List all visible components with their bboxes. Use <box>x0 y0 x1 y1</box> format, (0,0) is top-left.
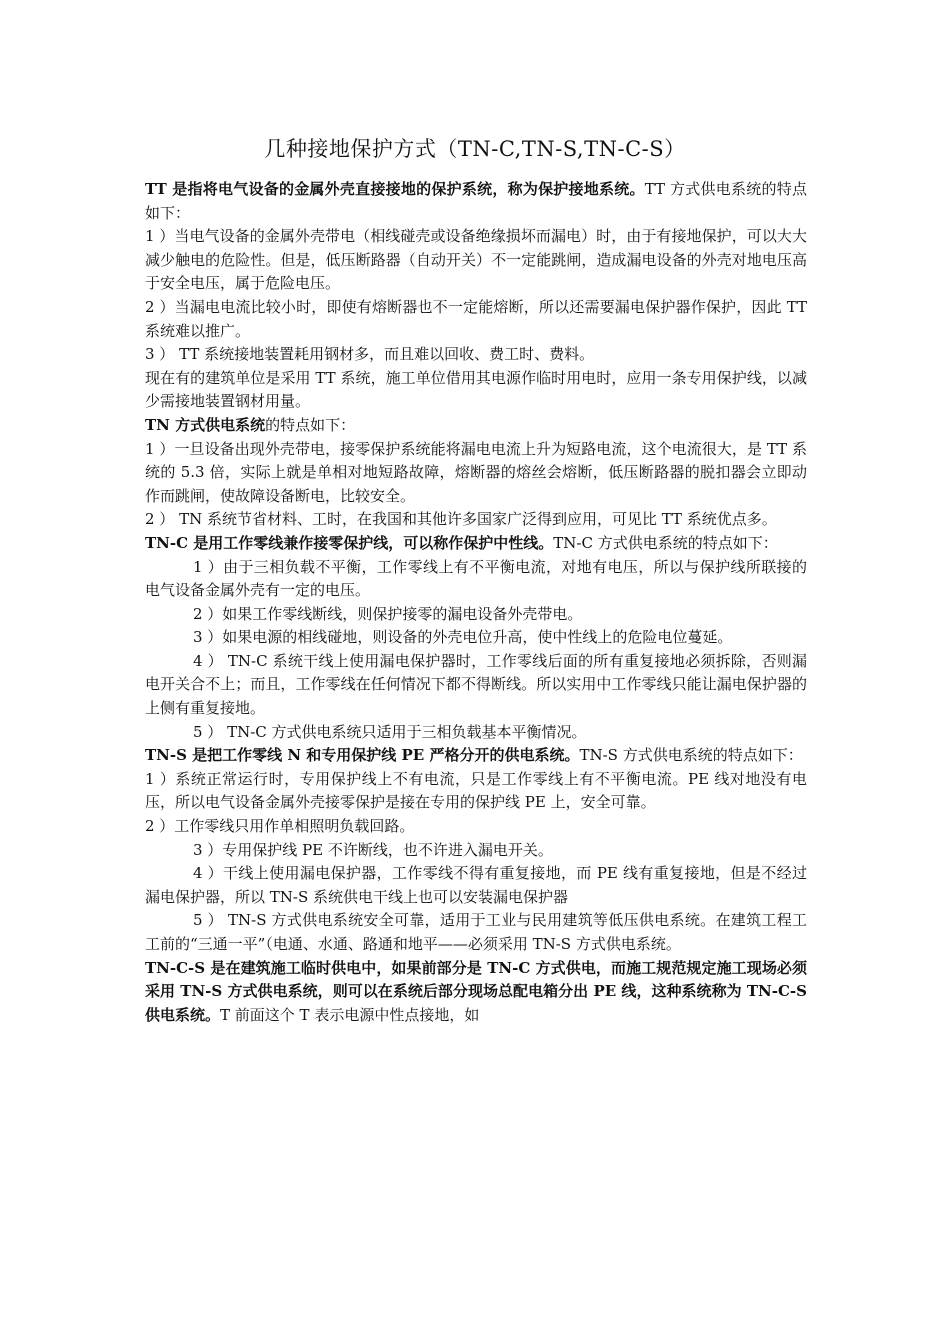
paragraph-tnc-point-2: 2 ）如果工作零线断线，则保护接零的漏电设备外壳带电。 <box>193 604 583 623</box>
paragraph-tt-point-3: 3 ） TT 系统接地装置耗用钢材多，而且难以回收、费工时、费料。 <box>145 345 595 364</box>
document-title: 几种接地保护方式（TN-C,TN-S,TN-C-S） <box>264 137 686 161</box>
paragraph-tns-point-5: 5 ） TN-S 方式供电系统安全可靠，适用于工业与民用建筑等低压供电系统。在建筑工程工工前的“三通一平”（电通、水通、路通和地平——必须采用 TN-S 方式供电系统。 <box>145 911 807 953</box>
paragraph-tnc-point-1: 1 ）由于三相负载不平衡，工作零线上有不平衡电流，对地有电压，所以与保护线所联接的电气设备金属外壳有一定的电压。 <box>145 557 807 600</box>
paragraph-tns-point-2: 2 ）工作零线只用作单相照明负载回路。 <box>145 817 415 836</box>
paragraph-tt-definition: TT 是指将电气设备的金属外壳直接接地的保护系统，称为保护接地系统。TT 方式供电系统的特点如下： <box>145 180 808 222</box>
paragraph-tnc-point-4: 4 ） TN-C 系统干线上使用漏电保护器时，工作零线后面的所有重复接地必须拆除，否则漏电开关合不上；而且，工作零线在任何情况下都不得断线。所以实用中工作零线只能让漏电保护器的上侧有重复接地。 <box>145 651 807 718</box>
document-body <box>145 178 807 1027</box>
paragraph-tnc-definition: TN-C 是用工作零线兼作接零保护线，可以称作保护中性线。TN-C 方式供电系统的特点如下： <box>145 533 778 552</box>
paragraph-tns-point-1: 1 ）系统正常运行时，专用保护线上不有电流，只是工作零线上有不平衡电流。PE 线对地没有电压，所以电气设备金属外壳接零保护是接在专用的保护线 PE 上，安全可靠。 <box>145 769 807 812</box>
paragraph-tt-point-2: 2 ）当漏电电流比较小时，即使有熔断器也不一定能熔断，所以还需要漏电保护器作保护，因此 TT 系统难以推广。 <box>145 297 807 340</box>
paragraph-tt-point-1: 1 ）当电气设备的金属外壳带电（相线碰壳或设备绝缘损坏而漏电）时，由于有接地保护，可以大大减少触电的危险性。但是，低压断路器（自动开关）不一定能跳闸，造成漏电设备的外壳对地电压高于安全电压，属于危险电压。 <box>145 227 807 293</box>
paragraph-tn-heading: TN 方式供电系统的特点如下： <box>145 415 356 434</box>
paragraph-tns-point-3: 3 ）专用保护线 PE 不许断线，也不许进入漏电开关。 <box>193 840 553 859</box>
paragraph-tn-point-2: 2 ） TN 系统节省材料、工时，在我国和其他许多国家广泛得到应用，可见比 TT 系统优点多。 <box>145 510 777 529</box>
paragraph-tn-point-1: 1 ）一旦设备出现外壳带电，接零保护系统能将漏电电流上升为短路电流，这个电流很大，是 TT 系统的 5.3 倍，实际上就是单相对地短路故障，熔断器的熔丝会熔断，低压断路器的脱扣器会立即动作而跳闸，使故障设备断电，比较安全。 <box>145 439 807 505</box>
paragraph-tnc-point-5: 5 ） TN-C 方式供电系统只适用于三相负载基本平衡情况。 <box>193 722 587 741</box>
paragraph-tnc-point-3: 3 ）如果电源的相线碰地，则设备的外壳电位升高，使中性线上的危险电位蔓延。 <box>193 628 733 647</box>
paragraph-tns-point-4: 4 ）干线上使用漏电保护器，工作零线不得有重复接地，而 PE 线有重复接地，但是不经过漏电保护器，所以 TN-S 系统供电干线上也可以安装漏电保护器 <box>145 864 807 906</box>
paragraph-tns-definition: TN-S 是把工作零线 N 和专用保护线 PE 严格分开的供电系统。TN-S 方式供电系统的特点如下： <box>145 746 803 765</box>
paragraph-tncs-definition: TN-C-S 是在建筑施工临时供电中，如果前部分是 TN-C 方式供电，而施工规范规定施工现场必须采用 TN-S 方式供电系统，则可以在系统后部分现场总配电箱分出 PE 线，这种系统称为 TN-C-S 供电系统。T 前面这个 T 表示电源中性点接地，如 <box>145 958 807 1024</box>
paragraph-tt-note: 现在有的建筑单位是采用 TT 系统，施工单位借用其电源作临时用电时，应用一条专用保护线，以减少需接地装置钢材用量。 <box>145 368 807 411</box>
